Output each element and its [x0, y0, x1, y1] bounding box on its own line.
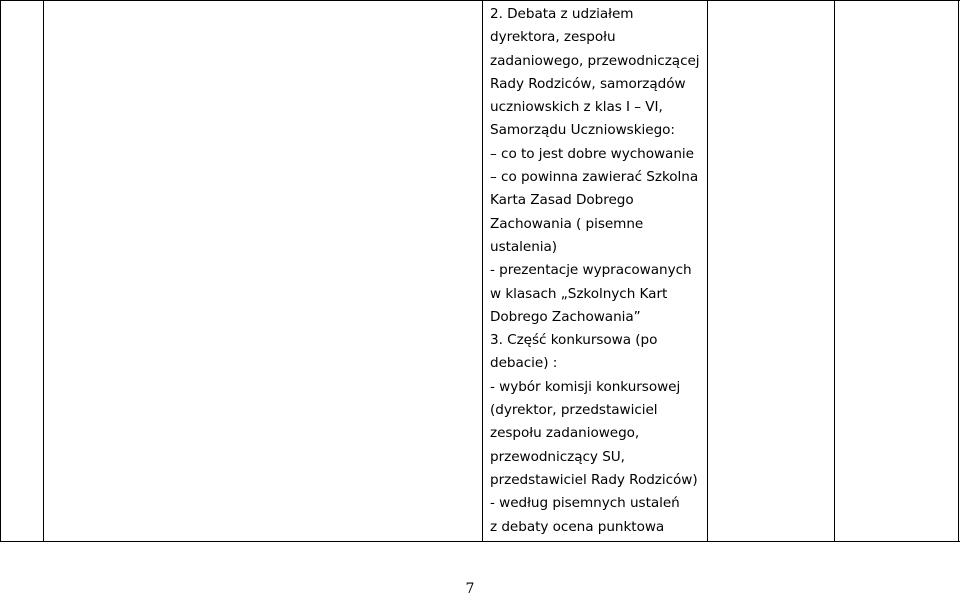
cell-text-line: Karta Zasad Dobrego — [490, 192, 634, 209]
cell-text-line: – co to jest dobre wychowanie — [490, 145, 694, 162]
cell-text-line: 2. Debata z udziałem — [490, 6, 634, 22]
cell-text-line: w klasach „Szkolnych Kart — [490, 285, 668, 302]
table-bottom-border — [0, 541, 960, 542]
cell-text-line: – co powinna zawierać Szkolna — [490, 169, 699, 186]
column-border — [707, 0, 708, 542]
cell-text-line: z debaty ocena punktowa — [490, 518, 665, 535]
cell-text-line: - prezentacje wypracowanych — [490, 262, 692, 279]
column-border — [43, 0, 44, 542]
cell-text-line: Rady Rodziców, samorządów — [490, 75, 686, 92]
cell-text-line: 3. Część konkursowa (po — [490, 332, 658, 349]
cell-text-line: debacie) : — [490, 355, 558, 372]
column-border — [958, 0, 959, 542]
cell-text-line: przedstawiciel Rady Rodziców) — [490, 471, 698, 488]
column-border — [834, 0, 835, 542]
cell-text-line: uczniowskich z klas I – VI, — [490, 99, 663, 116]
cell-text-line: - według pisemnych ustaleń — [490, 495, 680, 512]
page-number: 7 — [465, 581, 475, 597]
cell-text-line: zadaniowego, przewodniczącej — [490, 52, 700, 69]
cell-text-line: zespołu zadaniowego, — [490, 425, 640, 442]
cell-text-line: Dobrego Zachowania” — [490, 308, 641, 325]
cell-text-line: (dyrektor, przedstawiciel — [490, 402, 658, 419]
cell-text-line: Zachowania ( pisemne — [490, 215, 644, 232]
cell-text-line: Samorządu Uczniowskiego: — [490, 122, 675, 139]
cell-text-line: dyrektora, zespołu — [490, 29, 616, 46]
cell-text-line: przewodniczący SU, — [490, 448, 625, 465]
table-top-border — [0, 0, 960, 1]
column-border — [0, 0, 1, 542]
activity-description-cell — [490, 3, 705, 539]
cell-text-line: ustalenia) — [490, 238, 558, 255]
column-border — [482, 0, 483, 542]
cell-text-line: - wybór komisji konkursowej — [490, 378, 681, 395]
